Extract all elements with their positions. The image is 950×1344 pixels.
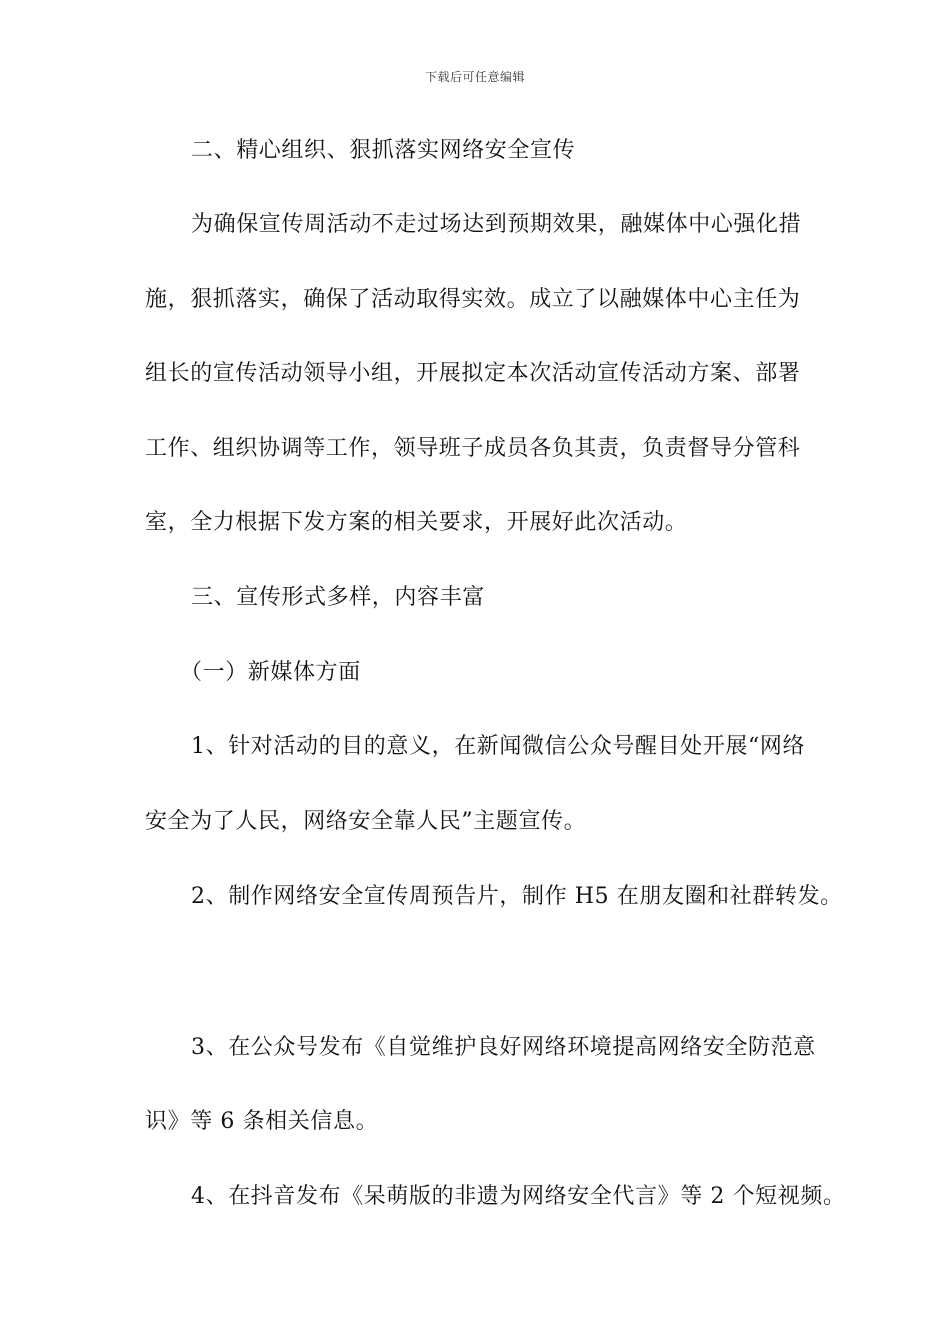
paragraph-line: 室，全力根据下发方案的相关要求，开展好此次活动。	[145, 510, 688, 535]
paragraph-line: 工作、组织协调等工作，领导班子成员各负其责，负责督导分管科	[145, 436, 801, 461]
list-item-3-line: 3、在公众号发布《自觉维护良好网络环境提高网络安全防范意	[191, 1035, 816, 1060]
list-item-1-line: 安全为了人民，网络安全靠人民”主题宣传。	[145, 809, 587, 834]
list-item-3-line: 识》等 6 条相关信息。	[145, 1109, 379, 1134]
paragraph-line: 施，狠抓落实，确保了活动取得实效。成立了以融媒体中心主任为	[145, 287, 801, 312]
paragraph-line: 为确保宣传周活动不走过场达到预期效果，融媒体中心强化措	[191, 212, 802, 237]
list-item-4: 4、在抖音发布《呆萌版的非遗为网络安全代言》等 2 个短视频。	[191, 1184, 846, 1209]
list-item-1-line: 1、针对活动的目的意义，在新闻微信公众号醒目处开展“网络	[191, 734, 806, 759]
section-heading-3: 三、宣传形式多样，内容丰富	[191, 585, 485, 610]
list-item-2: 2、制作网络安全宣传周预告片，制作 H5 在朋友圈和社群转发。	[191, 884, 843, 909]
page-header-note: 下载后可任意编辑	[424, 70, 525, 84]
section-heading-2: 二、精心组织、狠抓落实网络安全宣传	[191, 138, 576, 163]
paragraph-line: 组长的宣传活动领导小组，开展拟定本次活动宣传活动方案、部署	[145, 361, 801, 386]
subsection-heading: （一）新媒体方面	[180, 660, 361, 685]
